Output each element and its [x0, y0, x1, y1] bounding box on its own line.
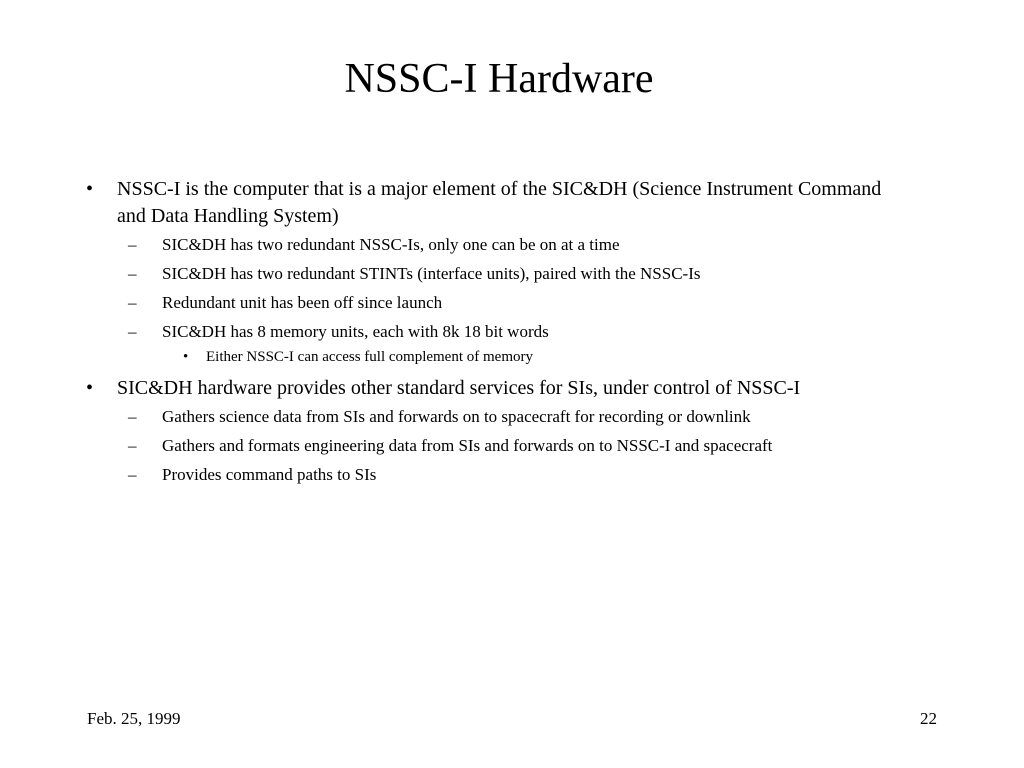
dash-marker: –	[128, 235, 137, 254]
sub-bullet-item	[128, 234, 942, 256]
bullet-text: NSSC-I is the computer that is a major element of the SIC&DH (Science Instrument Command and Data Handling System)	[117, 178, 882, 227]
sub-sub-bullet-text: Either NSSC-I can access full complement of memory	[206, 349, 533, 365]
bullet-text: SIC&DH hardware provides other standard services for SIs, under control of NSSC-I	[117, 377, 801, 399]
bullet-item	[86, 375, 907, 402]
bullet-item	[86, 176, 907, 230]
dash-marker: –	[128, 322, 137, 341]
dash-marker: –	[128, 436, 137, 455]
dash-marker: –	[128, 407, 137, 426]
bullet-marker: •	[86, 178, 94, 200]
bullet-marker: •	[183, 349, 189, 365]
dash-marker: –	[128, 264, 137, 283]
dash-marker: –	[128, 465, 137, 484]
bullet-marker: •	[86, 377, 94, 399]
sub-bullet-item	[128, 292, 942, 314]
sub-bullet-item	[128, 435, 942, 457]
sub-bullet-text: SIC&DH has 8 memory units, each with 8k 18 bit words	[162, 322, 549, 341]
page-number: 22	[920, 709, 937, 728]
sub-bullet-text: SIC&DH has two redundant STINTs (interface units), paired with the NSSC-Is	[162, 264, 701, 283]
sub-bullet-text: SIC&DH has two redundant NSSC-Is, only one can be on at a time	[162, 235, 620, 254]
sub-bullet-item	[128, 321, 942, 343]
sub-bullet-text: Gathers science data from SIs and forwards on to spacecraft for recording or downlink	[162, 407, 751, 426]
sub-bullet-text: Gathers and formats engineering data from SIs and forwards on to NSSC-I and spacecraft	[162, 436, 773, 455]
footer-date: Feb. 25, 1999	[87, 709, 181, 728]
sub-bullet-item	[128, 406, 942, 428]
sub-sub-bullet-item	[183, 347, 906, 367]
sub-bullet-text: Redundant unit has been off since launch	[162, 293, 443, 312]
slide-body	[0, 176, 1024, 493]
dash-marker: –	[128, 293, 137, 312]
sub-bullet-text: Provides command paths to SIs	[162, 465, 377, 484]
sub-bullet-item	[128, 263, 942, 285]
slide-title: NSSC-I Hardware	[344, 56, 654, 102]
sub-bullet-item	[128, 464, 942, 486]
